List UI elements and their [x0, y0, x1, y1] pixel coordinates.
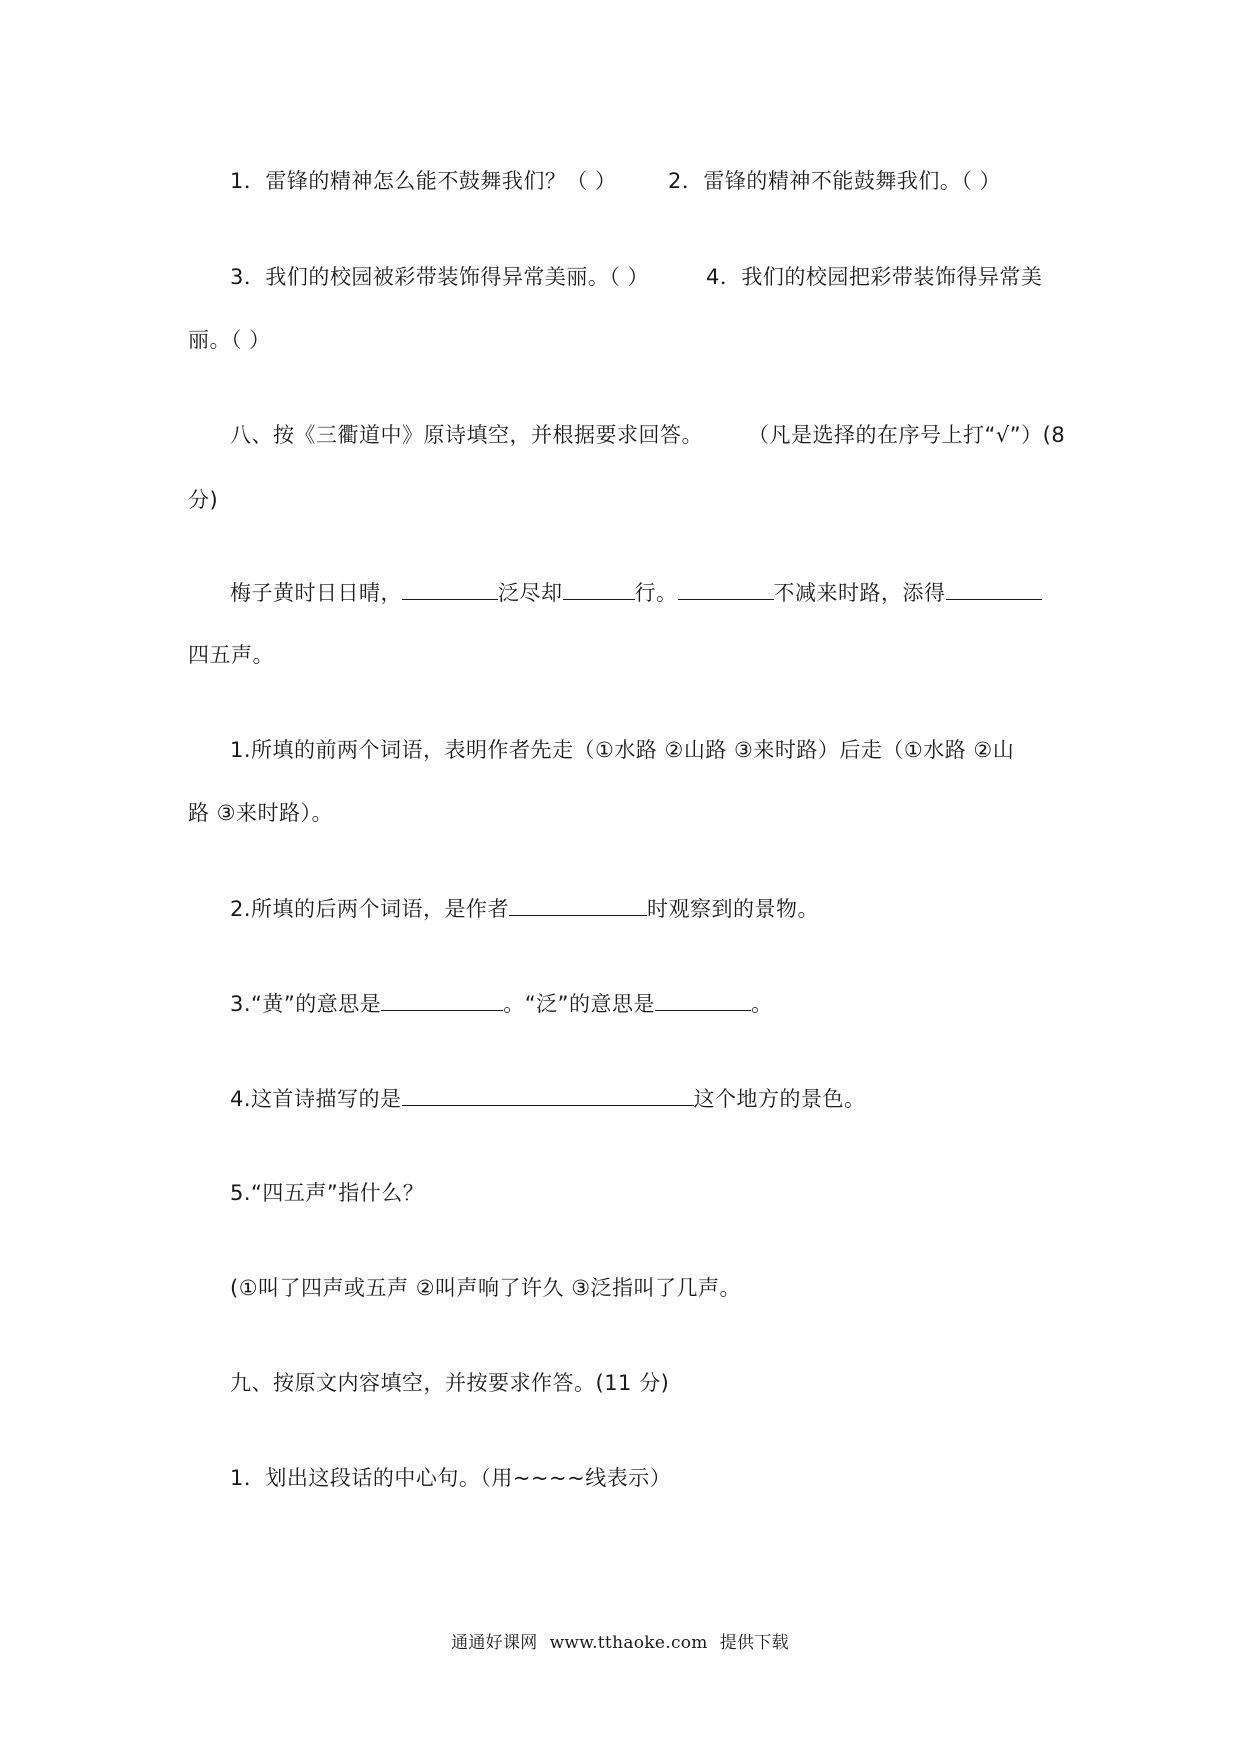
poem-blank-1[interactable]	[402, 577, 498, 600]
q8-note: （凡是选择的在序号上打“√”）(8	[748, 423, 1066, 447]
q8-item-3-text-b: 。“泛”的意思是	[503, 992, 656, 1016]
q8-item-4	[230, 1083, 866, 1114]
poem-blank-4[interactable]	[946, 577, 1042, 600]
poem-part-5: 四五声。	[188, 643, 274, 667]
q8-item-1-continued: 路 ③来时路）。	[188, 801, 334, 825]
q8-item-5-options: (①叫了四声或五声 ②叫声响了许久 ③泛指叫了几声。	[230, 1276, 742, 1300]
q8-item-3-text-c: 。	[751, 992, 773, 1016]
q8-heading: 八、按《三衢道中》原诗填空，并根据要求回答。	[230, 423, 703, 447]
poem-part-3: 行。	[634, 581, 678, 605]
q8-item-4-blank[interactable]	[402, 1083, 694, 1106]
poem-part-2: 泛尽却	[498, 581, 563, 605]
q8-item-2-text-b: 时观察到的景物。	[647, 897, 820, 921]
q8-item-2-blank[interactable]	[509, 893, 647, 916]
q7-sentence-4: 4．我们的校园把彩带装饰得异常美	[706, 265, 1043, 289]
q8-item-3-blank-1[interactable]	[381, 988, 503, 1011]
q9-item-1: 1．划出这段话的中心句。（用~~~~线表示）	[230, 1466, 672, 1490]
q8-item-5: 5.“四五声”指什么？	[230, 1181, 425, 1205]
q8-item-2	[230, 893, 819, 924]
q7-sentence-2: 2．雷锋的精神不能鼓舞我们。（ ）	[668, 169, 1002, 193]
q8-item-2-text-a: 2.所填的后两个词语，是作者	[230, 897, 510, 921]
q8-item-3	[230, 988, 773, 1019]
q8-poem-line	[230, 577, 1042, 608]
q8-item-3-text-a: 3.“黄”的意思是	[230, 992, 382, 1016]
footer-suffix: 提供下载	[719, 1633, 789, 1653]
q8-item-3-blank-2[interactable]	[655, 988, 751, 1011]
footer-url[interactable]: www.tthaoke.com	[549, 1633, 708, 1653]
q7-sentence-3: 3．我们的校园被彩带装饰得异常美丽。（ ）	[230, 265, 650, 289]
q8-note-continued: 分)	[188, 488, 219, 512]
q7-sentence-4-continued: 丽。（ ）	[188, 328, 271, 352]
q7-sentence-1: 1．雷锋的精神怎么能不鼓舞我们？（ ）	[230, 169, 617, 193]
poem-part-4: 不减来时路，添得	[773, 581, 946, 605]
poem-part-1: 梅子黄时日日晴，	[230, 581, 402, 605]
poem-blank-2[interactable]	[563, 577, 635, 600]
footer-site-name: 通通好课网	[451, 1633, 538, 1653]
q9-heading: 九、按原文内容填空，并按要求作答。(11 分)	[230, 1371, 670, 1395]
page-footer	[0, 1628, 1240, 1653]
q8-item-4-text-a: 4.这首诗描写的是	[230, 1087, 402, 1111]
poem-blank-3[interactable]	[678, 577, 774, 600]
q8-item-4-text-b: 这个地方的景色。	[693, 1087, 866, 1111]
q8-item-1: 1.所填的前两个词语，表明作者先走（①水路 ②山路 ③来时路）后走（①水路 ②山	[230, 738, 1015, 762]
